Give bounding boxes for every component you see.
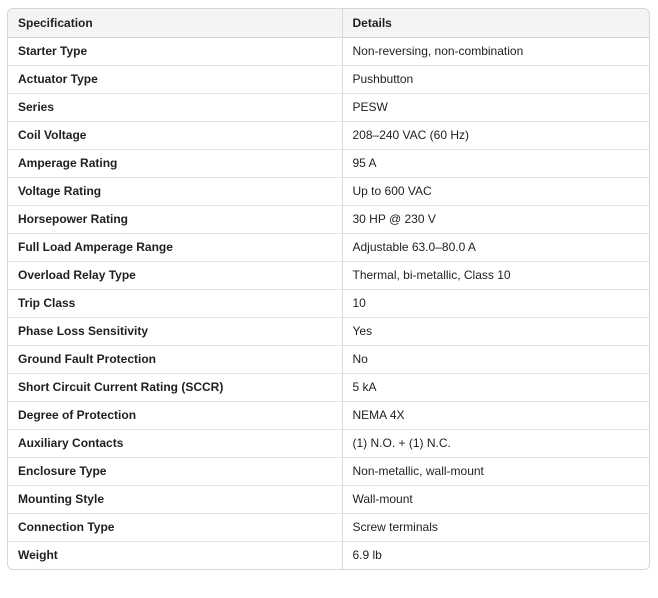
table-row [8,289,649,317]
table-row [8,37,649,65]
spec-name-cell: Amperage Rating [8,149,342,177]
spec-name-cell: Weight [8,541,342,569]
table-header [8,9,649,37]
spec-name-cell: Auxiliary Contacts [8,429,342,457]
spec-detail-cell: Pushbutton [342,65,649,93]
spec-name-cell: Mounting Style [8,485,342,513]
spec-name-cell: Degree of Protection [8,401,342,429]
spec-name-cell: Series [8,93,342,121]
spec-name-cell: Short Circuit Current Rating (SCCR) [8,373,342,401]
spec-detail-cell: Non-metallic, wall-mount [342,457,649,485]
table-row [8,317,649,345]
column-header-details: Details [342,9,649,37]
table-body [8,37,649,569]
spec-name-cell: Actuator Type [8,65,342,93]
table-row [8,457,649,485]
spec-detail-cell: NEMA 4X [342,401,649,429]
spec-name-cell: Voltage Rating [8,177,342,205]
header-row [8,9,649,37]
spec-detail-cell: Thermal, bi-metallic, Class 10 [342,261,649,289]
spec-detail-cell: (1) N.O. + (1) N.C. [342,429,649,457]
spec-detail-cell: Adjustable 63.0–80.0 A [342,233,649,261]
spec-name-cell: Overload Relay Type [8,261,342,289]
table-row [8,149,649,177]
column-header-specification: Specification [8,9,342,37]
spec-name-cell: Ground Fault Protection [8,345,342,373]
spec-name-cell: Phase Loss Sensitivity [8,317,342,345]
table-row [8,261,649,289]
spec-detail-cell: 5 kA [342,373,649,401]
spec-name-cell: Trip Class [8,289,342,317]
table-row [8,401,649,429]
spec-detail-cell: Wall-mount [342,485,649,513]
table-row [8,65,649,93]
table-row [8,177,649,205]
spec-detail-cell: 10 [342,289,649,317]
spec-name-cell: Starter Type [18,44,88,58]
spec-detail-cell: Screw terminals [342,513,649,541]
spec-detail-cell: No [342,345,649,373]
spec-name-cell: Connection Type [8,513,342,541]
spec-name-cell: Coil Voltage [8,121,342,149]
spec-name-cell: Enclosure Type [8,457,342,485]
table-row [8,205,649,233]
table-row [8,121,649,149]
spec-table [8,9,649,569]
spec-detail-cell: Up to 600 VAC [342,177,649,205]
table-row [8,541,649,569]
table-row [8,345,649,373]
spec-detail-cell: 208–240 VAC (60 Hz) [342,121,649,149]
spec-detail-cell: PESW [342,93,649,121]
spec-detail-cell: 6.9 lb [342,541,649,569]
table-row [8,93,649,121]
spec-detail-cell: Yes [342,317,649,345]
spec-detail-cell: 95 A [342,149,649,177]
spec-detail-cell: 30 HP @ 230 V [342,205,649,233]
table-row [8,429,649,457]
table-row [8,485,649,513]
spec-name-cell: Full Load Amperage Range [8,233,342,261]
spec-table-container [7,8,650,570]
spec-name-cell: Horsepower Rating [8,205,342,233]
spec-detail-cell: Non-reversing, non-combination [342,37,649,65]
table-row [8,233,649,261]
table-row [8,373,649,401]
table-row [8,513,649,541]
